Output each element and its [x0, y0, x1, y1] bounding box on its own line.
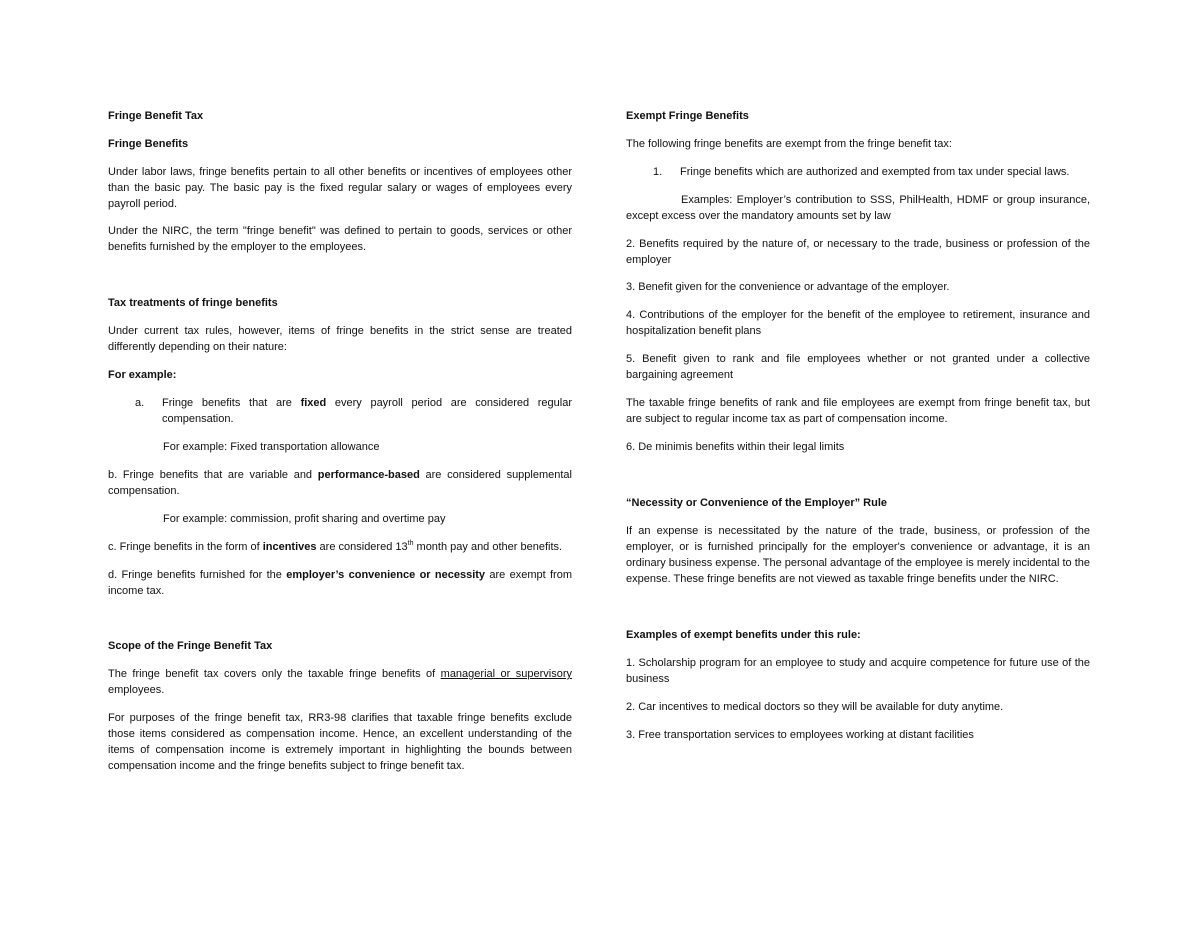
example-3: 3. Free transportation services to employees working at distant facilities: [626, 729, 974, 741]
bold-incentives: incentives: [262, 541, 317, 553]
exempt-heading: Exempt Fringe Benefits: [626, 110, 749, 122]
list-marker-1: 1.: [653, 166, 663, 178]
exempt-item-4: 4. Contributions of the employer for the benefit of the employee to retirement, insurance and hospitalization benefit plans: [626, 309, 1090, 337]
exempt-item-1-examples: Examples: Employer’s contribution to SSS, PhilHealth, HDMF or group insurance, except excess over the mandatory amounts set by law: [626, 194, 1090, 222]
item-b-example: For example: commission, profit sharing and overtime pay: [163, 513, 446, 525]
list-item-a-text: Fringe benefits that are fixed every payroll period are considered regular compensation.: [162, 397, 572, 425]
paragraph-scope-coverage: The fringe benefit tax covers only the taxable fringe benefits of managerial or supervisory employees.: [108, 668, 572, 696]
necessity-rule-heading: “Necessity or Convenience of the Employer” Rule: [626, 497, 888, 509]
exempt-item-1-text: Fringe benefits which are authorized and exempted from tax under special laws.: [680, 166, 1070, 178]
document-title: Fringe Benefit Tax: [108, 110, 204, 122]
examples-heading: Examples of exempt benefits under this rule:: [626, 629, 861, 641]
rank-file-note: The taxable fringe benefits of rank and file employees are exempt from fringe benefit tax, but are subject to regular income tax as part of compensation income.: [626, 397, 1090, 425]
example-1: 1. Scholarship program for an employee to study and acquire competence for future use of the business: [626, 657, 1090, 685]
paragraph-current-tax-rules: Under current tax rules, however, items of fringe benefits in the strict sense are treated differently depending on their nature:: [108, 325, 572, 353]
left-column: [108, 108, 572, 774]
paragraph-nirc-definition: Under the NIRC, the term "fringe benefit" was defined to pertain to goods, services or other benefits furnished by the employer to the employees.: [108, 225, 572, 253]
bold-fixed: fixed: [300, 397, 327, 409]
example-2: 2. Car incentives to medical doctors so they will be available for duty anytime.: [626, 701, 1004, 713]
exempt-intro: The following fringe benefits are exempt from the fringe benefit tax:: [626, 138, 952, 150]
right-column: [626, 108, 1090, 743]
paragraph-labor-laws: Under labor laws, fringe benefits pertain to all other benefits or incentives of employees other than the basic pay. The basic pay is the fixed regular salary or wages of employees every payroll period.: [108, 166, 572, 210]
list-item-b: b. Fringe benefits that are variable and performance-based are considered supplemental compensation.: [108, 469, 572, 497]
list-item-a: [108, 395, 572, 427]
superscript-th: th: [407, 540, 414, 547]
item-a-example: For example: Fixed transportation allowance: [163, 441, 380, 453]
exempt-item-6: 6. De minimis benefits within their legal limits: [626, 441, 845, 453]
necessity-rule-paragraph: If an expense is necessitated by the nature of the trade, business, or profession of the employer, or is furnished principally for the employer's convenience or advantage, it is an ordinary business expense. The personal advantage of the employee is merely incidental to the expense. These fringe benefits are not viewed as taxable fringe benefits under the NIRC.: [626, 525, 1090, 585]
fringe-benefits-heading: Fringe Benefits: [108, 138, 189, 150]
underlined-managerial: managerial or supervisory: [440, 668, 572, 680]
bold-employer-convenience: employer’s convenience or necessity: [286, 569, 486, 581]
exempt-item-5: 5. Benefit given to rank and file employees whether or not granted under a collective bargaining agreement: [626, 353, 1090, 381]
list-item-d: d. Fringe benefits furnished for the employer’s convenience or necessity are exempt from income tax.: [108, 569, 572, 597]
for-example-label: For example:: [108, 369, 177, 381]
exempt-item-2: 2. Benefits required by the nature of, or necessary to the trade, business or profession of the employer: [626, 238, 1090, 266]
paragraph-rr3-98: For purposes of the fringe benefit tax, RR3-98 clarifies that taxable fringe benefits exclude those items considered as compensation income. Hence, an excellent understanding of the items of compensation income is extremely important in highlighting the bounds between compensation income and the fringe benefits subject to fringe benefit tax.: [108, 712, 572, 772]
exempt-item-1: [626, 164, 1090, 180]
list-item-c: c. Fringe benefits in the form of incentives are considered 13th month pay and other benefits.: [108, 540, 563, 553]
scope-heading: Scope of the Fringe Benefit Tax: [108, 640, 273, 652]
list-marker-a: a.: [135, 397, 145, 409]
bold-performance-based: performance-based: [317, 469, 420, 481]
tax-treatments-heading: Tax treatments of fringe benefits: [108, 297, 278, 309]
exempt-item-3: 3. Benefit given for the convenience or advantage of the employer.: [626, 281, 950, 293]
